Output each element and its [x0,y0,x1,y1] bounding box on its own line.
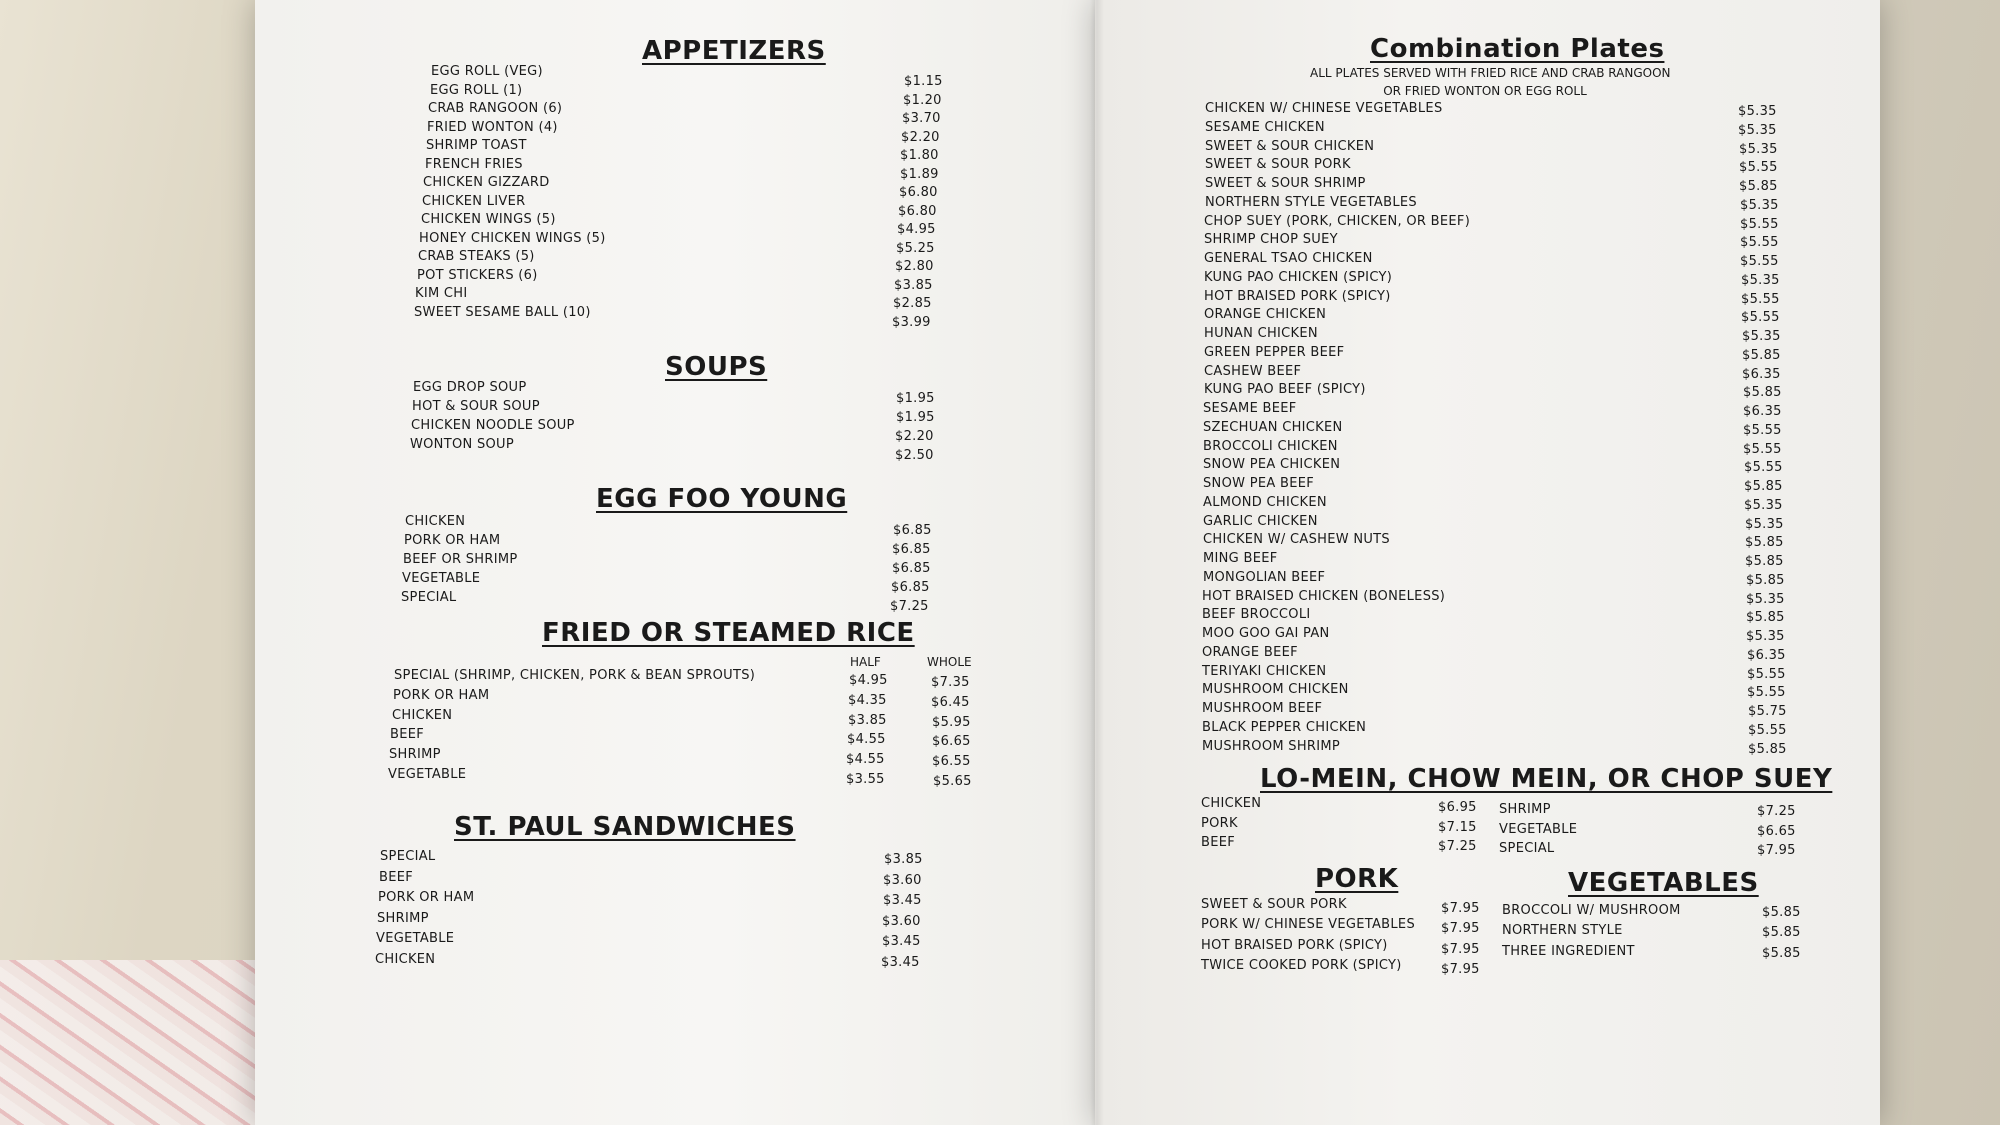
combination-item-price: $5.55 [1747,667,1786,682]
combination-item-name: NORTHERN STYLE VEGETABLES [1205,195,1417,210]
combination-item-price: $5.35 [1746,592,1785,607]
egg_foo_young-item-name: VEGETABLE [402,571,481,586]
combination-item-name: KUNG PAO BEEF (SPICY) [1204,382,1366,397]
appetizers-item-name: CHICKEN LIVER [422,194,526,209]
fried-rice-whole-price: $7.35 [931,675,970,690]
pork-item-price: $7.95 [1441,942,1480,957]
appetizers-item-name: CRAB RANGOON (6) [428,101,563,116]
combination-item-name: ORANGE CHICKEN [1204,307,1327,322]
combination-item-name: SWEET & SOUR PORK [1205,157,1351,172]
fried-rice-half-price: $4.55 [846,752,885,767]
appetizers-item-price: $2.85 [893,296,932,311]
fried-rice-whole-price: $6.65 [932,734,971,749]
appetizers-item-name: FRIED WONTON (4) [427,120,558,135]
soups-item-name: HOT & SOUR SOUP [412,399,540,414]
combination-item-name: BROCCOLI CHICKEN [1203,439,1338,454]
pork-item-price: $7.95 [1441,901,1480,916]
combination-item-name: MOO GOO GAI PAN [1202,626,1330,641]
sandwiches-item-price: $3.60 [882,914,921,929]
combination-item-name: SWEET & SOUR CHICKEN [1205,139,1375,154]
combination-item-name: TERIYAKI CHICKEN [1202,664,1327,679]
appetizers-item-price: $1.15 [904,74,943,89]
lomein-item-price: $6.95 [1438,800,1477,815]
lomein-item-name: SPECIAL [1499,841,1555,856]
egg_foo_young-item-name: SPECIAL [401,590,457,605]
combination-item-price: $5.55 [1740,254,1779,269]
combination-item-name: HOT BRAISED CHICKEN (BONELESS) [1202,589,1446,604]
lomein-item-price: $6.65 [1757,824,1796,839]
combination-item-price: $5.85 [1746,610,1785,625]
fried-rice-item-name: CHICKEN [392,708,453,723]
combination-item-name: SZECHUAN CHICKEN [1203,420,1343,435]
combination-item-name: SNOW PEA BEEF [1203,476,1314,491]
sandwiches-heading: ST. PAUL SANDWICHES [454,812,796,842]
appetizers-item-name: SWEET SESAME BALL (10) [414,305,591,320]
appetizers-item-name: CHICKEN WINGS (5) [421,212,556,227]
combination-item-price: $5.35 [1742,329,1781,344]
combination-item-price: $5.75 [1748,704,1787,719]
combination-item-price: $5.55 [1740,217,1779,232]
lomein-heading: LO-MEIN, CHOW MEIN, OR CHOP SUEY [1260,764,1833,794]
appetizers-item-price: $3.99 [892,315,931,330]
egg_foo_young-item-price: $6.85 [891,580,930,595]
lomein-item-name: CHICKEN [1201,796,1262,811]
combination-item-price: $6.35 [1742,367,1781,382]
appetizers-item-name: KIM CHI [415,286,468,301]
combination-item-price: $5.55 [1748,723,1787,738]
sandwiches-item-price: $3.45 [882,934,921,949]
soups-item-price: $1.95 [896,410,935,425]
soups-item-price: $2.50 [895,448,934,463]
pork-item-name: SWEET & SOUR PORK [1201,897,1347,912]
combination-item-price: $5.85 [1745,535,1784,550]
combination-item-name: MUSHROOM SHRIMP [1202,739,1341,754]
vegetables-item-name: BROCCOLI W/ MUSHROOM [1502,903,1681,918]
soups-item-price: $1.95 [896,391,935,406]
combination-item-name: HOT BRAISED PORK (SPICY) [1204,289,1391,304]
sandwiches-item-price: $3.45 [883,893,922,908]
fried-rice-item-name: SHRIMP [389,747,441,762]
vegetables-heading: VEGETABLES [1568,868,1759,898]
combination-item-price: $5.55 [1743,423,1782,438]
appetizers-item-price: $6.80 [898,204,937,219]
fried-rice-whole-price: $5.65 [933,774,972,789]
fried-rice-item-name: PORK OR HAM [393,688,490,703]
combination-item-price: $5.35 [1746,629,1785,644]
combination-item-price: $6.35 [1747,648,1786,663]
fried-rice-item-name: VEGETABLE [388,767,467,782]
lomein-item-price: $7.25 [1757,804,1796,819]
appetizers-item-price: $1.20 [903,93,942,108]
appetizers-item-price: $1.89 [900,167,939,182]
combination-item-name: KUNG PAO CHICKEN (SPICY) [1204,270,1393,285]
soups-heading: SOUPS [665,352,768,382]
lomein-item-price: $7.25 [1438,839,1477,854]
appetizers-item-price: $6.80 [899,185,938,200]
fried-rice-half-price: $3.85 [848,713,887,728]
fried-rice-half-price: $4.55 [847,732,886,747]
sandwiches-item-name: PORK OR HAM [378,890,475,905]
pork-item-price: $7.95 [1441,962,1480,977]
appetizers-item-price: $4.95 [897,222,936,237]
vegetables-item-price: $5.85 [1762,925,1801,940]
appetizers-item-name: FRENCH FRIES [425,157,523,172]
combination-item-price: $5.85 [1748,742,1787,757]
lomein-item-name: BEEF [1201,835,1236,850]
fried-rice-whole-price: $5.95 [932,715,971,730]
appetizers-item-name: EGG ROLL (VEG) [431,64,543,79]
fried-rice-half-price: $3.55 [846,772,885,787]
combination-item-price: $5.85 [1744,479,1783,494]
appetizers-item-price: $2.20 [901,130,940,145]
menu-fold [1090,0,1104,1125]
lomein-item-price: $7.95 [1757,843,1796,858]
combination-item-name: CHICKEN W/ CASHEW NUTS [1203,532,1390,547]
fried-rice-whole-price: $6.45 [931,695,970,710]
combination-item-name: BEEF BROCCOLI [1202,607,1311,622]
fried-rice-item-name: SPECIAL (SHRIMP, CHICKEN, PORK & BEAN SPROUTS) [394,668,756,683]
combination-item-price: $5.55 [1747,685,1786,700]
combination-item-price: $6.35 [1743,404,1782,419]
soups-item-price: $2.20 [895,429,934,444]
combination-item-price: $5.55 [1744,460,1783,475]
combination-item-name: SESAME BEEF [1203,401,1297,416]
appetizers-item-price: $5.25 [896,241,935,256]
appetizers-item-price: $1.80 [900,148,939,163]
combination-item-price: $5.35 [1740,198,1779,213]
pork-heading: PORK [1315,864,1399,894]
lomein-item-name: VEGETABLE [1499,822,1578,837]
combination-item-name: GENERAL TSAO CHICKEN [1204,251,1373,266]
vegetables-item-price: $5.85 [1762,946,1801,961]
combination-item-price: $5.35 [1739,142,1778,157]
whole-column-header: WHOLE [927,655,972,669]
vegetables-item-name: NORTHERN STYLE [1502,923,1623,938]
sandwiches-item-name: BEEF [379,870,414,885]
fried-rice-half-price: $4.95 [849,673,888,688]
combination-item-price: $5.85 [1746,573,1785,588]
combination-item-name: ALMOND CHICKEN [1203,495,1327,510]
appetizers-item-name: CRAB STEAKS (5) [418,249,535,264]
combination-item-name: MUSHROOM BEEF [1202,701,1323,716]
half-column-header: HALF [850,655,881,669]
vegetables-item-price: $5.85 [1762,905,1801,920]
combination-item-price: $5.35 [1738,104,1777,119]
sandwiches-item-name: CHICKEN [375,952,436,967]
appetizers-item-name: SHRIMP TOAST [426,138,527,153]
combination-item-name: HUNAN CHICKEN [1204,326,1318,341]
combination-item-price: $5.85 [1743,385,1782,400]
egg_foo_young-item-name: CHICKEN [405,514,466,529]
fried-rice-heading: FRIED OR STEAMED RICE [542,618,915,648]
appetizers-heading: APPETIZERS [642,36,826,66]
egg_foo_young-item-price: $6.85 [892,561,931,576]
sandwiches-item-price: $3.85 [884,852,923,867]
soups-item-name: CHICKEN NOODLE SOUP [411,418,575,433]
egg_foo_young-item-name: BEEF OR SHRIMP [403,552,518,567]
combination-item-price: $5.55 [1741,310,1780,325]
appetizers-item-name: EGG ROLL (1) [430,83,523,98]
combination-item-name: GARLIC CHICKEN [1203,514,1318,529]
combination-item-name: SHRIMP CHOP SUEY [1204,232,1338,247]
egg_foo_young-item-price: $6.85 [893,523,932,538]
combination-note-line1: ALL PLATES SERVED WITH FRIED RICE AND CRAB RANGOON [1310,66,1671,80]
appetizers-item-price: $3.70 [902,111,941,126]
appetizers-item-price: $3.85 [894,278,933,293]
soups-item-name: EGG DROP SOUP [413,380,527,395]
combination-item-price: $5.85 [1739,179,1778,194]
combination-item-name: SWEET & SOUR SHRIMP [1205,176,1366,191]
appetizers-item-name: HONEY CHICKEN WINGS (5) [419,231,606,246]
combination-note-line2: OR FRIED WONTON OR EGG ROLL [1383,84,1587,98]
appetizers-item-name: POT STICKERS (6) [417,268,538,283]
combination-item-name: MING BEEF [1203,551,1278,566]
egg_foo_young-item-name: PORK OR HAM [404,533,501,548]
soups-item-name: WONTON SOUP [410,437,514,452]
combination-item-name: GREEN PEPPER BEEF [1204,345,1345,360]
egg_foo_young-item-price: $7.25 [890,599,929,614]
fried-rice-half-price: $4.35 [848,693,887,708]
pork-item-price: $7.95 [1441,921,1480,936]
combination-item-price: $5.55 [1739,160,1778,175]
sandwiches-item-name: VEGETABLE [376,931,455,946]
sandwiches-item-name: SPECIAL [380,849,436,864]
combination-item-price: $5.85 [1742,348,1781,363]
pork-item-name: TWICE COOKED PORK (SPICY) [1201,958,1402,973]
combination-item-name: MUSHROOM CHICKEN [1202,682,1349,697]
combination-item-name: MONGOLIAN BEEF [1203,570,1326,585]
combination-item-name: BLACK PEPPER CHICKEN [1202,720,1367,735]
sandwiches-item-name: SHRIMP [377,911,429,926]
combination-item-name: ORANGE BEEF [1202,645,1298,660]
fried-rice-item-name: BEEF [390,727,425,742]
lomein-item-name: SHRIMP [1499,802,1551,817]
combination-item-name: CHICKEN W/ CHINESE VEGETABLES [1205,101,1443,116]
combination-item-price: $5.55 [1740,235,1779,250]
combination-item-name: SNOW PEA CHICKEN [1203,457,1341,472]
combination-item-price: $5.35 [1741,273,1780,288]
combination-item-name: CASHEW BEEF [1204,364,1302,379]
combination-item-price: $5.35 [1738,123,1777,138]
pork-item-name: HOT BRAISED PORK (SPICY) [1201,938,1388,953]
appetizers-item-name: CHICKEN GIZZARD [423,175,550,190]
combination-item-price: $5.55 [1743,442,1782,457]
pork-item-name: PORK W/ CHINESE VEGETABLES [1201,917,1415,932]
combination-plates-heading: Combination Plates [1370,34,1665,64]
sandwiches-item-price: $3.60 [883,873,922,888]
combination-item-price: $5.55 [1741,292,1780,307]
appetizers-item-price: $2.80 [895,259,934,274]
combination-item-name: SESAME CHICKEN [1205,120,1325,135]
fried-rice-whole-price: $6.55 [932,754,971,769]
combination-item-price: $5.35 [1744,498,1783,513]
tablecloth [0,960,260,1125]
egg_foo_young-item-price: $6.85 [892,542,931,557]
sandwiches-item-price: $3.45 [881,955,920,970]
egg-foo-young-heading: EGG FOO YOUNG [596,484,848,514]
lomein-item-name: PORK [1201,816,1238,831]
vegetables-item-name: THREE INGREDIENT [1502,944,1635,959]
combination-item-name: CHOP SUEY (PORK, CHICKEN, OR BEEF) [1204,214,1471,229]
lomein-item-price: $7.15 [1438,820,1477,835]
combination-item-price: $5.35 [1745,517,1784,532]
combination-item-price: $5.85 [1745,554,1784,569]
